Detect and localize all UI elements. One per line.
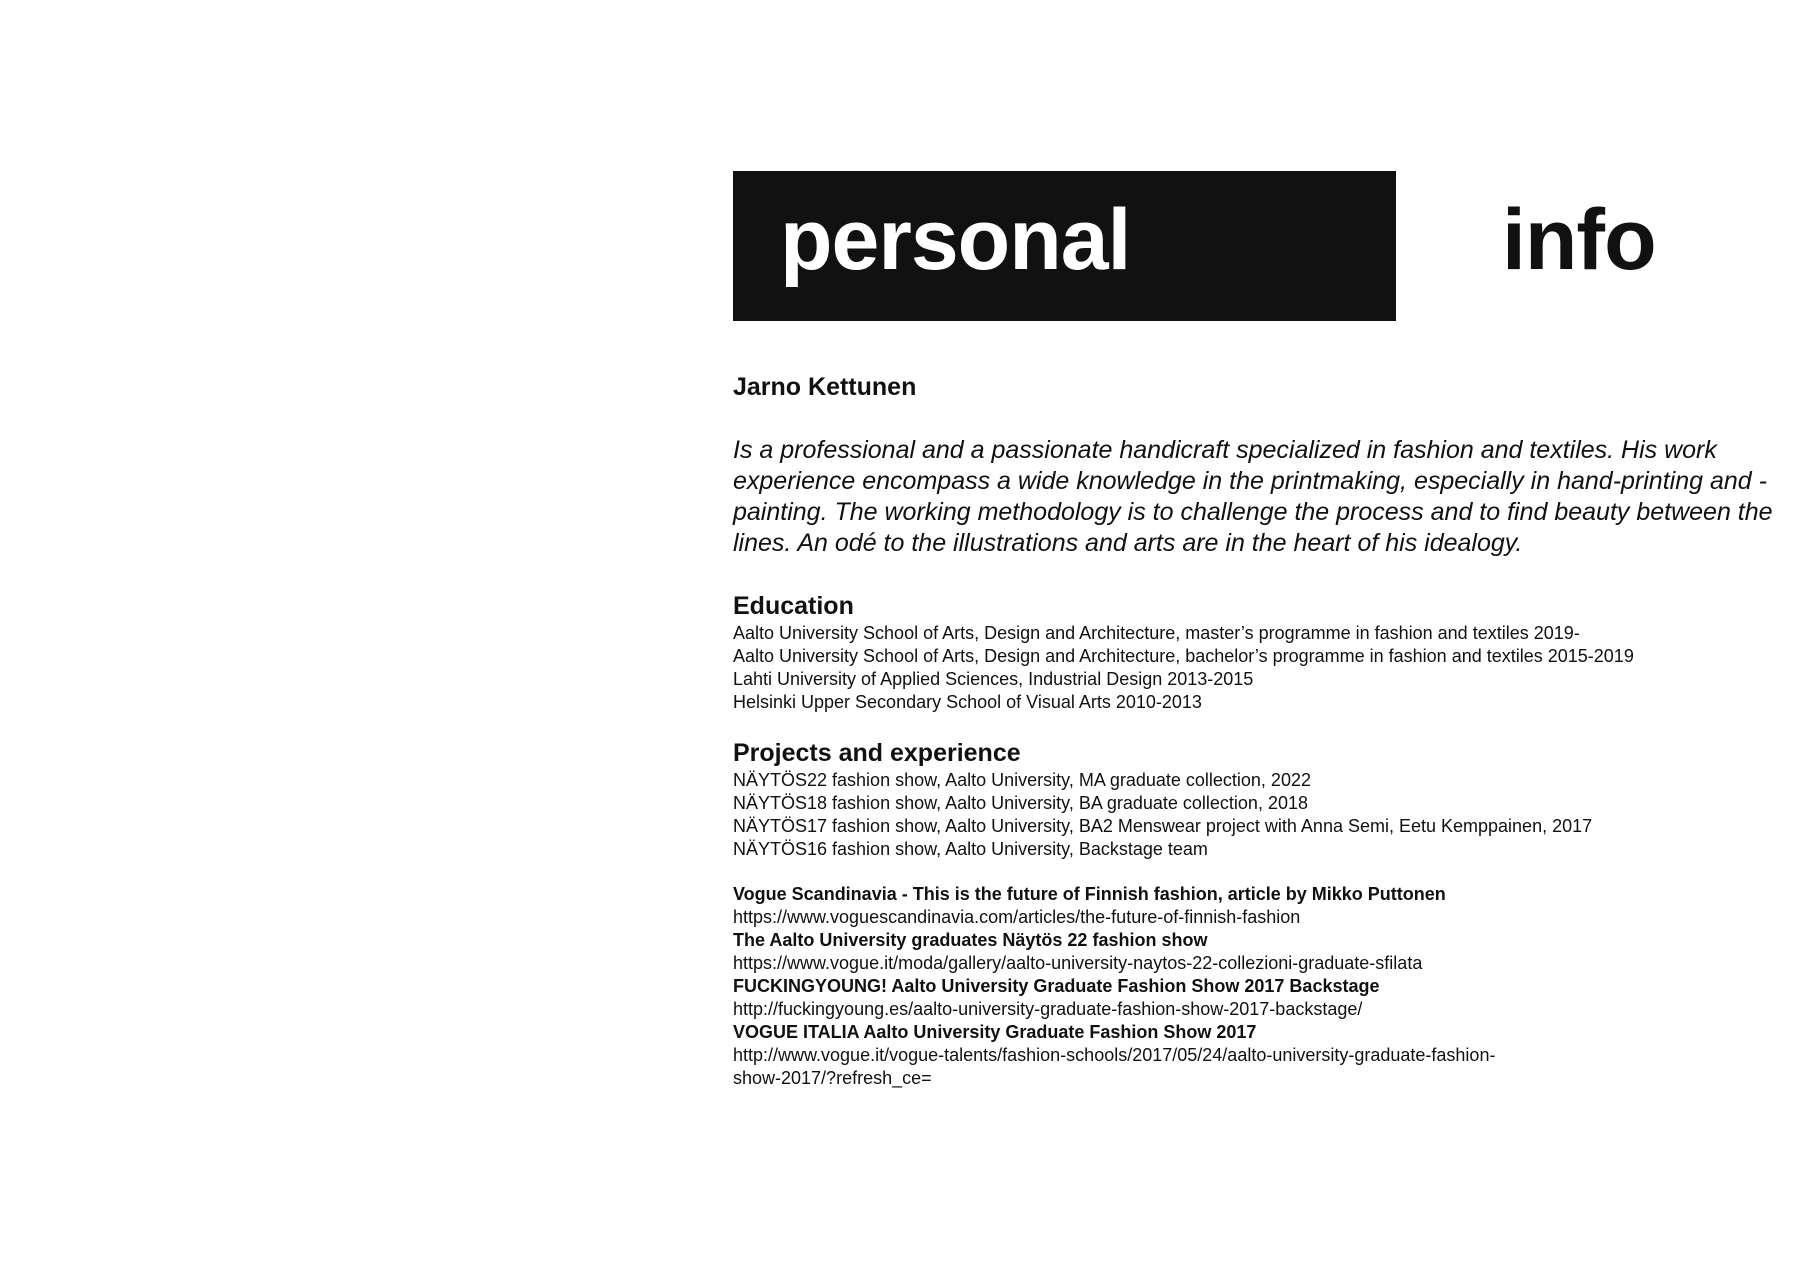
education-item: Helsinki Upper Secondary School of Visual Arts 2010-2013 <box>733 692 1202 712</box>
page-title-personal: personal <box>780 192 1131 288</box>
press-link[interactable]: http://fuckingyoung.es/aalto-university-graduate-fashion-show-2017-backstage/ <box>733 999 1363 1019</box>
project-item: NÄYTÖS18 fashion show, Aalto University, BA graduate collection, 2018 <box>733 793 1308 813</box>
press-title: Vogue Scandinavia - This is the future of Finnish fashion, article by Mikko Puttonen <box>733 884 1446 904</box>
press-link[interactable]: https://www.voguescandinavia.com/articles/the-future-of-finnish-fashion <box>733 907 1301 927</box>
projects-heading: Projects and experience <box>733 739 1021 767</box>
education-item: Lahti University of Applied Sciences, Industrial Design 2013-2015 <box>733 669 1254 689</box>
press-title: VOGUE ITALIA Aalto University Graduate Fashion Show 2017 <box>733 1022 1257 1042</box>
person-name: Jarno Kettunen <box>733 373 917 401</box>
project-item: NÄYTÖS22 fashion show, Aalto University, MA graduate collection, 2022 <box>733 770 1311 790</box>
education-item: Aalto University School of Arts, Design and Architecture, bachelor’s programme in fashion and textiles 2015-2019 <box>733 646 1634 666</box>
press-link-continued[interactable]: show-2017/?refresh_ce= <box>733 1068 932 1088</box>
press-link[interactable]: https://www.vogue.it/moda/gallery/aalto-university-naytos-22-collezioni-graduate-sfilata <box>733 953 1423 973</box>
page-title-info: info <box>1502 192 1656 288</box>
press-title: FUCKINGYOUNG! Aalto University Graduate Fashion Show 2017 Backstage <box>733 976 1380 996</box>
projects-section <box>733 739 1773 861</box>
education-section <box>733 592 1773 714</box>
press-section <box>733 883 1773 1090</box>
education-heading: Education <box>733 592 854 620</box>
press-link[interactable]: http://www.vogue.it/vogue-talents/fashion-schools/2017/05/24/aalto-university-graduate-fashion- <box>733 1045 1496 1065</box>
project-item: NÄYTÖS17 fashion show, Aalto University, BA2 Menswear project with Anna Semi, Eetu Kemppainen, 2017 <box>733 816 1593 836</box>
press-title: The Aalto University graduates Näytös 22 fashion show <box>733 930 1208 950</box>
education-item: Aalto University School of Arts, Design and Architecture, master’s programme in fashion and textiles 2019- <box>733 623 1580 643</box>
project-item: NÄYTÖS16 fashion show, Aalto University, Backstage team <box>733 839 1208 859</box>
bio-paragraph: Is a professional and a passionate handicraft specialized in fashion and textiles. His work experience encompass a wide knowledge in the printmaking, especially in hand-printing and -painting. The working methodology is to challenge the process and to find beauty between the lines. An odé to the illustrations and arts are in the heart of his idealogy. <box>733 436 1773 557</box>
